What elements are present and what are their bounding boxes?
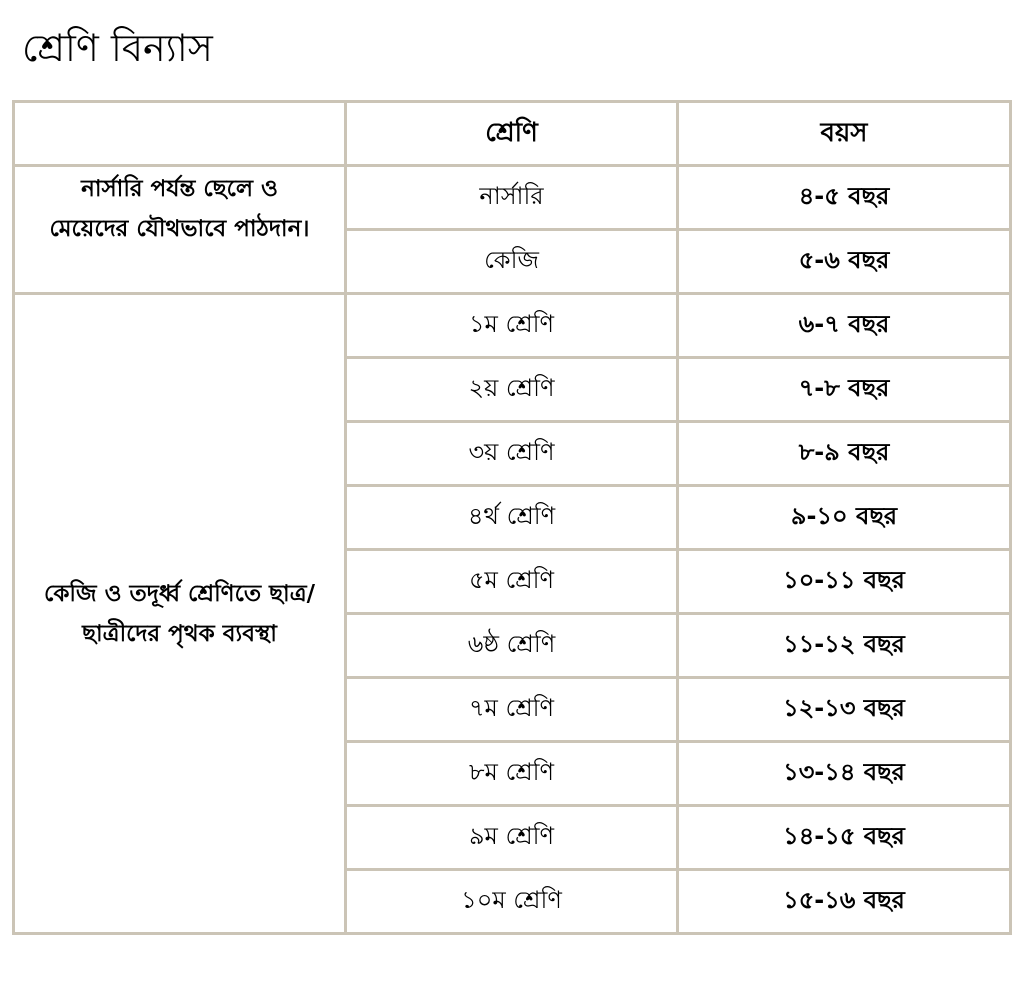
age-cell: ১০-১১ বছর: [678, 550, 1011, 614]
age-cell: ৭-৮ বছর: [678, 358, 1011, 422]
page-title: শ্রেণি বিন্যাস: [22, 26, 213, 70]
class-cell: নার্সারি: [346, 166, 678, 230]
header-age: বয়স: [678, 102, 1011, 166]
age-cell: ১৩-১৪ বছর: [678, 742, 1011, 806]
group-note-coeducation: নার্সারি পর্যন্ত ছেলে ও মেয়েদের যৌথভাবে পাঠদান।: [49, 176, 310, 242]
class-cell: ৯ম শ্রেণি: [346, 806, 678, 870]
table-row: [14, 166, 1011, 230]
age-cell: ৯-১০ বছর: [678, 486, 1011, 550]
age-cell: ১৫-১৬ বছর: [678, 870, 1011, 934]
class-cell: ৭ম শ্রেণি: [346, 678, 678, 742]
class-cell: ৪র্থ শ্রেণি: [346, 486, 678, 550]
table-header-row: [14, 102, 1011, 166]
class-cell: ১ম শ্রেণি: [346, 294, 678, 358]
class-cell: ৩য় শ্রেণি: [346, 422, 678, 486]
class-cell: ৬ষ্ঠ শ্রেণি: [346, 614, 678, 678]
class-arrangement-table: [12, 100, 1012, 935]
header-class: শ্রেণি: [346, 102, 678, 166]
age-cell: ১১-১২ বছর: [678, 614, 1011, 678]
table-row: [14, 294, 1011, 358]
class-cell: কেজি: [346, 230, 678, 294]
class-cell: ৮ম শ্রেণি: [346, 742, 678, 806]
class-cell: ৫ম শ্রেণি: [346, 550, 678, 614]
class-cell: ১০ম শ্রেণি: [346, 870, 678, 934]
age-cell: ১২-১৩ বছর: [678, 678, 1011, 742]
group-cell-kg-and-above: [14, 294, 346, 934]
group-cell-nursery: [14, 166, 346, 294]
age-cell: ১৪-১৫ বছর: [678, 806, 1011, 870]
age-cell: ৬-৭ বছর: [678, 294, 1011, 358]
age-cell: ৫-৬ বছর: [678, 230, 1011, 294]
group-note-separate: কেজি ও তদূর্ধ্ব শ্রেণিতে ছাত্র/ছাত্রীদের পৃথক ব্যবস্থা: [44, 580, 315, 647]
header-group: [14, 102, 346, 166]
age-cell: ৮-৯ বছর: [678, 422, 1011, 486]
class-cell: ২য় শ্রেণি: [346, 358, 678, 422]
age-cell: ৪-৫ বছর: [678, 166, 1011, 230]
